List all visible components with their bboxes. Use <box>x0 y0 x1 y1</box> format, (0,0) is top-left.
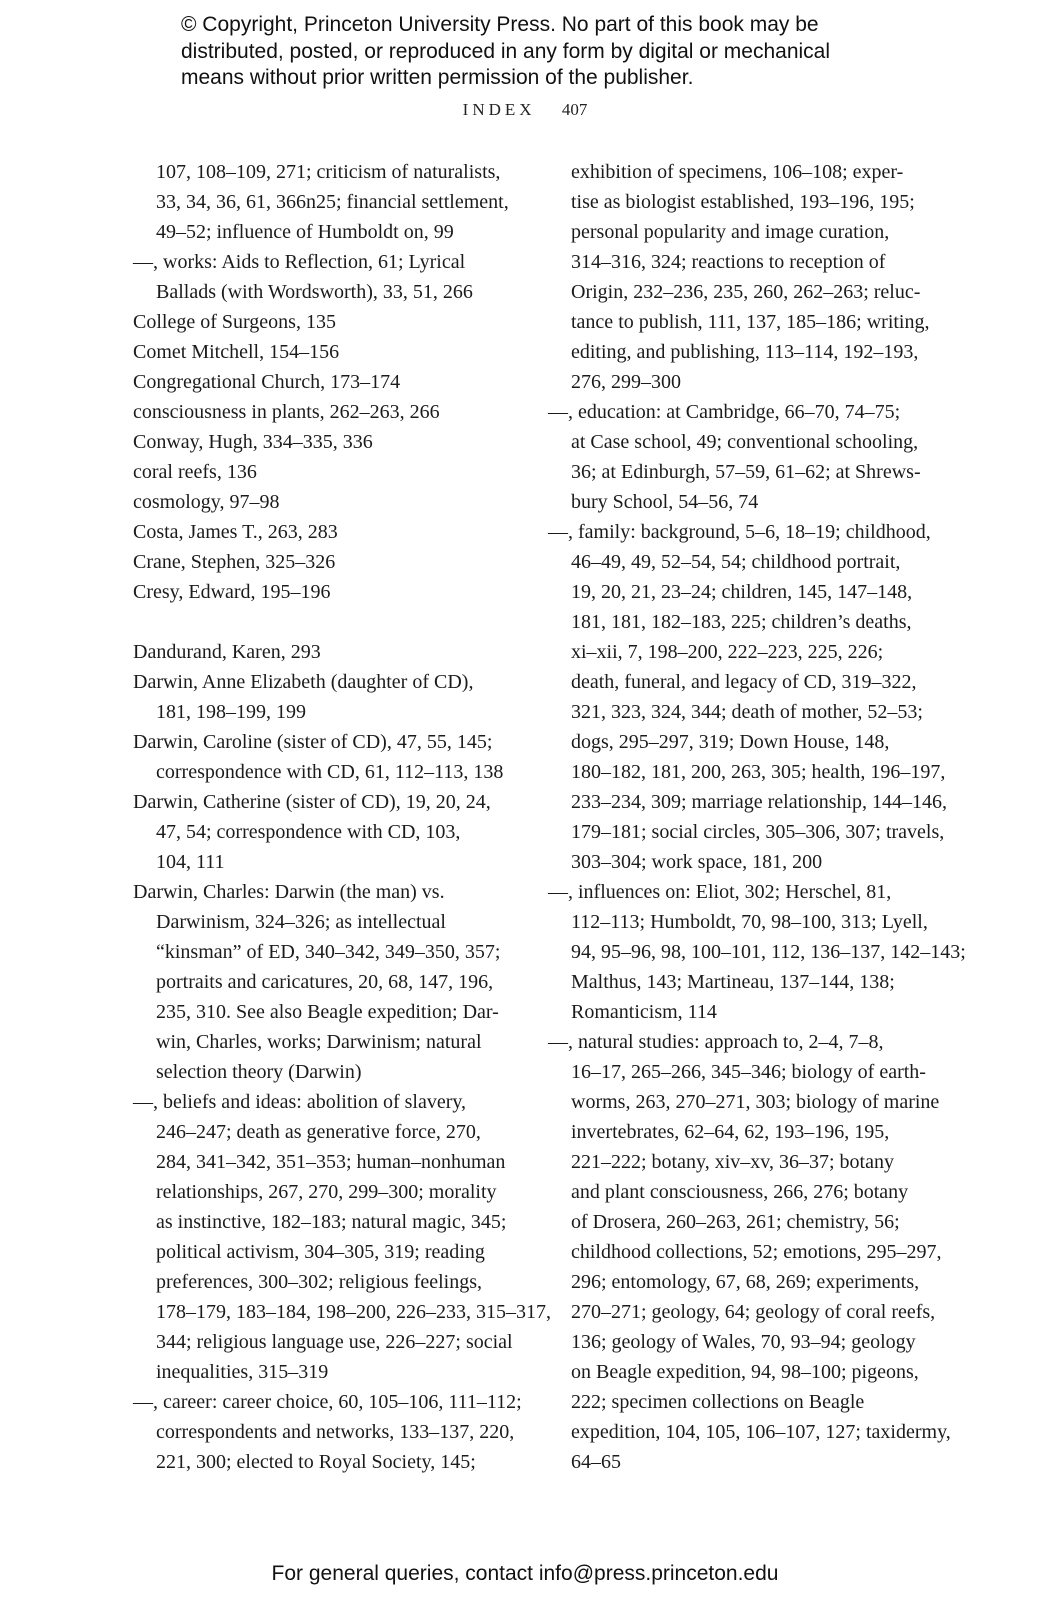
index-line: Darwin, Catherine (sister of CD), 19, 20, 24, <box>133 791 491 813</box>
index-line: 235, 310. See also Beagle expedition; Dar- <box>156 1001 499 1023</box>
index-line: 49–52; influence of Humboldt on, 99 <box>156 221 454 243</box>
index-line: Malthus, 143; Martineau, 137–144, 138; <box>571 971 895 993</box>
index-line: correspondence with CD, 61, 112–113, 138 <box>156 761 504 783</box>
index-line: —, works: Aids to Reflection, 61; Lyrical <box>133 251 466 273</box>
copyright-line: distributed, posted, or reproduced in any form by digital or mechanical <box>181 39 831 63</box>
index-line: dogs, 295–297, 319; Down House, 148, <box>571 731 890 753</box>
index-line: 33, 34, 36, 61, 366n25; financial settlement, <box>156 191 509 213</box>
index-section-gap <box>133 607 519 637</box>
index-line: consciousness in plants, 262–263, 266 <box>133 401 440 423</box>
index-line: selection theory (Darwin) <box>156 1061 362 1083</box>
index-line: Romanticism, 114 <box>571 1001 717 1023</box>
index-line: 19, 20, 21, 23–24; children, 145, 147–148, <box>571 581 913 603</box>
index-line: expedition, 104, 105, 106–107, 127; taxidermy, <box>571 1421 951 1443</box>
index-line: 94, 95–96, 98, 100–101, 112, 136–137, 142–143; <box>571 941 966 963</box>
index-line: Comet Mitchell, 154–156 <box>133 341 340 363</box>
index-line: 180–182, 181, 200, 263, 305; health, 196–197, <box>571 761 946 783</box>
index-line: on Beagle expedition, 94, 98–100; pigeons, <box>571 1361 919 1383</box>
index-line: editing, and publishing, 113–114, 192–193, <box>571 341 919 363</box>
index-line: 296; entomology, 67, 68, 269; experiments, <box>571 1271 920 1293</box>
copyright-notice <box>181 12 941 92</box>
index-line: 104, 111 <box>156 851 225 873</box>
index-line: Conway, Hugh, 334–335, 336 <box>133 431 373 453</box>
index-line: Darwin, Caroline (sister of CD), 47, 55, 145; <box>133 731 493 753</box>
index-line: Crane, Stephen, 325–326 <box>133 551 336 573</box>
index-line: Dandurand, Karen, 293 <box>133 641 321 663</box>
index-line: 314–316, 324; reactions to reception of <box>571 251 886 273</box>
copyright-line: © Copyright, Princeton University Press. No part of this book may be <box>181 13 819 36</box>
index-line: 221, 300; elected to Royal Society, 145; <box>156 1451 476 1473</box>
index-line: cosmology, 97–98 <box>133 491 280 513</box>
index-line: death, funeral, and legacy of CD, 319–322, <box>571 671 917 693</box>
index-line: worms, 263, 270–271, 303; biology of marine <box>571 1091 940 1113</box>
index-line: 276, 299–300 <box>571 371 681 393</box>
index-line: 284, 341–342, 351–353; human–nonhuman <box>156 1151 506 1173</box>
index-line: Origin, 232–236, 235, 260, 262–263; reluc- <box>571 281 921 303</box>
index-line: personal popularity and image curation, <box>571 221 890 243</box>
index-line: of Drosera, 260–263, 261; chemistry, 56; <box>571 1211 900 1233</box>
running-head-label: INDEX <box>462 100 536 119</box>
index-line: 222; specimen collections on Beagle <box>571 1391 865 1413</box>
index-line: 179–181; social circles, 305–306, 307; travels, <box>571 821 945 843</box>
index-line: 181, 181, 182–183, 225; children’s deaths, <box>571 611 912 633</box>
running-head <box>0 100 1050 120</box>
index-line: 64–65 <box>571 1451 621 1473</box>
index-line: 233–234, 309; marriage relationship, 144–146, <box>571 791 948 813</box>
index-line: 107, 108–109, 271; criticism of naturalists, <box>156 161 501 183</box>
index-line: 136; geology of Wales, 70, 93–94; geology <box>571 1331 916 1353</box>
index-line: 47, 54; correspondence with CD, 103, <box>156 821 461 843</box>
index-line: 344; religious language use, 226–227; social <box>156 1331 513 1353</box>
index-line: coral reefs, 136 <box>133 461 257 483</box>
index-line: exhibition of specimens, 106–108; exper- <box>571 161 904 183</box>
index-column-right <box>548 157 966 1477</box>
index-line: Darwinism, 324–326; as intellectual <box>156 911 446 933</box>
index-line: 16–17, 265–266, 345–346; biology of earth- <box>571 1061 926 1083</box>
index-line: childhood collections, 52; emotions, 295–297, <box>571 1241 942 1263</box>
index-line: Costa, James T., 263, 283 <box>133 521 338 543</box>
index-line: —, family: background, 5–6, 18–19; childhood, <box>548 521 931 543</box>
index-line: 46–49, 49, 52–54, 54; childhood portrait, <box>571 551 901 573</box>
index-line: tise as biologist established, 193–196, 195; <box>571 191 915 213</box>
index-line: —, influences on: Eliot, 302; Herschel, 81, <box>548 881 892 903</box>
index-line: —, education: at Cambridge, 66–70, 74–75; <box>548 401 901 423</box>
index-line: 303–304; work space, 181, 200 <box>571 851 823 873</box>
index-line: “kinsman” of ED, 340–342, 349–350, 357; <box>156 941 501 963</box>
index-line: tance to publish, 111, 137, 185–186; writing, <box>571 311 930 333</box>
index-line: political activism, 304–305, 319; reading <box>156 1241 485 1263</box>
index-line: xi–xii, 7, 198–200, 222–223, 225, 226; <box>571 641 884 663</box>
index-line: Darwin, Anne Elizabeth (daughter of CD), <box>133 671 474 693</box>
page-number: 407 <box>561 100 588 119</box>
index-line: 221–222; botany, xiv–xv, 36–37; botany <box>571 1151 894 1173</box>
index-line: —, natural studies: approach to, 2–4, 7–8, <box>548 1031 884 1053</box>
index-line: relationships, 267, 270, 299–300; morality <box>156 1181 497 1203</box>
index-line: 178–179, 183–184, 198–200, 226–233, 315–317, <box>156 1301 551 1323</box>
copyright-line: means without prior written permission of the publisher. <box>181 66 694 89</box>
index-line: 270–271; geology, 64; geology of coral reefs, <box>571 1301 936 1323</box>
index-line: Congregational Church, 173–174 <box>133 371 401 393</box>
index-line: College of Surgeons, 135 <box>133 311 336 333</box>
index-line: invertebrates, 62–64, 62, 193–196, 195, <box>571 1121 890 1143</box>
index-line: 112–113; Humboldt, 70, 98–100, 313; Lyell, <box>571 911 928 933</box>
index-line: 321, 323, 324, 344; death of mother, 52–53; <box>571 701 923 723</box>
index-line: 181, 198–199, 199 <box>156 701 306 723</box>
index-line: inequalities, 315–319 <box>156 1361 329 1383</box>
index-line: and plant consciousness, 266, 276; botany <box>571 1181 909 1203</box>
index-line: win, Charles, works; Darwinism; natural <box>156 1031 482 1053</box>
index-line: Ballads (with Wordsworth), 33, 51, 266 <box>156 281 473 303</box>
index-line: at Case school, 49; conventional schooling, <box>571 431 919 453</box>
contact-footer: For general queries, contact info@press.princeton.edu <box>271 1562 779 1585</box>
index-line: correspondents and networks, 133–137, 220, <box>156 1421 515 1443</box>
index-line: portraits and caricatures, 20, 68, 147, 196, <box>156 971 494 993</box>
index-line: —, career: career choice, 60, 105–106, 111–112; <box>133 1391 522 1413</box>
index-line: Darwin, Charles: Darwin (the man) vs. <box>133 881 445 903</box>
index-line: bury School, 54–56, 74 <box>571 491 759 513</box>
index-line: 36; at Edinburgh, 57–59, 61–62; at Shrews- <box>571 461 921 483</box>
index-line: Cresy, Edward, 195–196 <box>133 581 331 603</box>
index-line: as instinctive, 182–183; natural magic, 345; <box>156 1211 507 1233</box>
index-column-left <box>133 157 551 1477</box>
index-line: —, beliefs and ideas: abolition of slavery, <box>133 1091 467 1113</box>
index-line: preferences, 300–302; religious feelings, <box>156 1271 483 1293</box>
index-line: 246–247; death as generative force, 270, <box>156 1121 481 1143</box>
